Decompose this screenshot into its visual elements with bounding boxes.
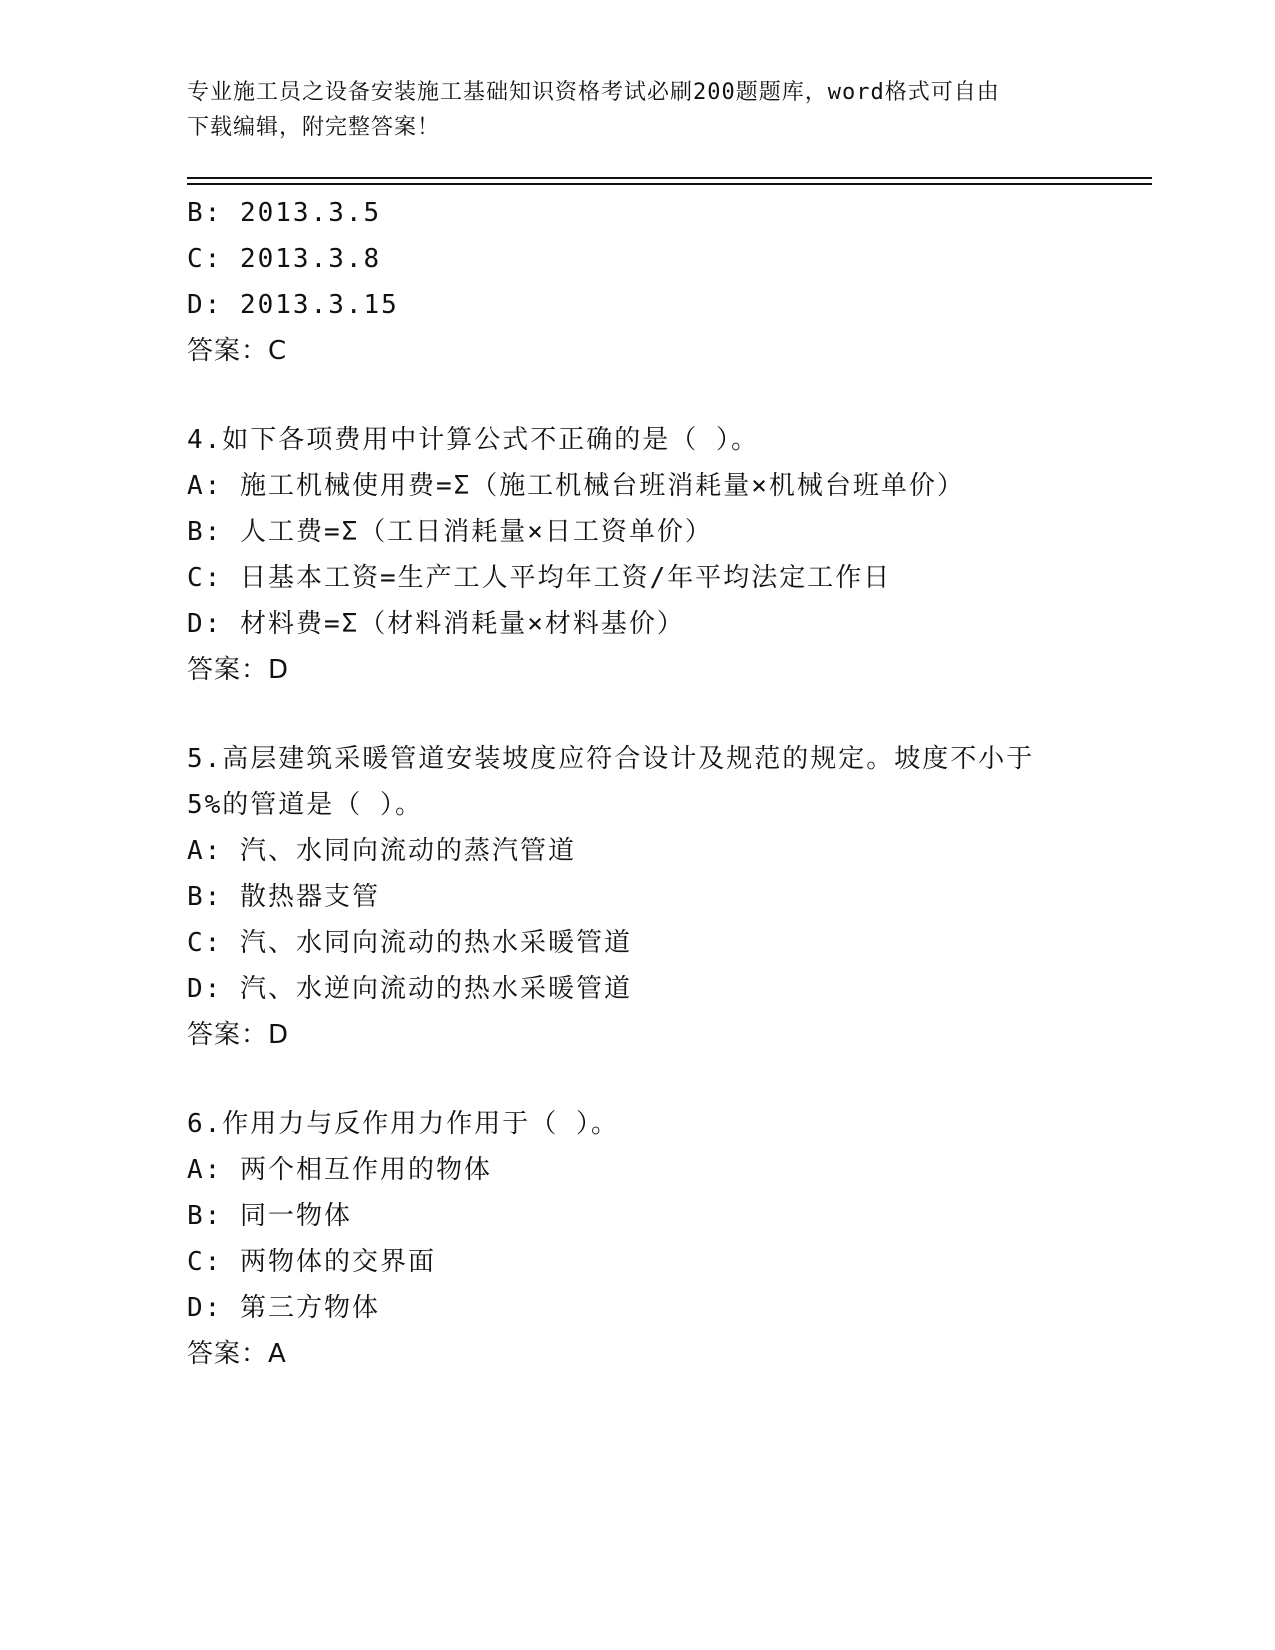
header-rule-bottom [187, 183, 1152, 185]
q3-option-b: B: 2013.3.5 [187, 198, 382, 228]
question-6 [187, 1101, 1087, 1377]
q3-option-d: D: 2013.3.15 [187, 290, 399, 320]
q3-answer: 答案：C [187, 336, 288, 366]
header-line-1: 专业施工员之设备安装施工基础知识资格考试必刷200题题库，word格式可自由 [187, 80, 1000, 105]
q6-option-a: A: 两个相互作用的物体 [187, 1155, 492, 1185]
q6-stem: 6.作用力与反作用力作用于（ ）。 [187, 1109, 619, 1139]
q6-answer: 答案：A [187, 1339, 287, 1369]
q4-option-d: D: 材料费=Σ（材料消耗量×材料基价） [187, 609, 685, 639]
q6-option-d: D: 第三方物体 [187, 1293, 380, 1323]
q5-option-b: B: 散热器支管 [187, 882, 380, 912]
q3-option-c: C: 2013.3.8 [187, 244, 382, 274]
question-list [187, 190, 1087, 1377]
q6-option-c: C: 两物体的交界面 [187, 1247, 436, 1277]
question-3 [187, 190, 1087, 374]
q5-stem: 5.高层建筑采暖管道安装坡度应符合设计及规范的规定。坡度不小于5%的管道是（ ）。 [187, 744, 1035, 820]
q4-option-c: C: 日基本工资=生产工人平均年工资/年平均法定工作日 [187, 563, 892, 593]
question-5 [187, 736, 1087, 1058]
q4-option-a: A: 施工机械使用费=Σ（施工机械台班消耗量×机械台班单价） [187, 471, 965, 501]
q6-option-b: B: 同一物体 [187, 1201, 352, 1231]
q5-option-a: A: 汽、水同向流动的蒸汽管道 [187, 836, 576, 866]
q5-option-c: C: 汽、水同向流动的热水采暖管道 [187, 928, 632, 958]
header-rule-top [187, 177, 1152, 179]
document-header [187, 75, 1067, 145]
q5-option-d: D: 汽、水逆向流动的热水采暖管道 [187, 974, 632, 1004]
q5-answer: 答案：D [187, 1020, 290, 1050]
question-4 [187, 417, 1087, 693]
q4-answer: 答案：D [187, 655, 290, 685]
header-line-2: 下载编辑，附完整答案！ [187, 115, 441, 140]
q4-stem: 4.如下各项费用中计算公式不正确的是（ ）。 [187, 425, 759, 455]
q4-option-b: B: 人工费=Σ（工日消耗量×日工资单价） [187, 517, 713, 547]
